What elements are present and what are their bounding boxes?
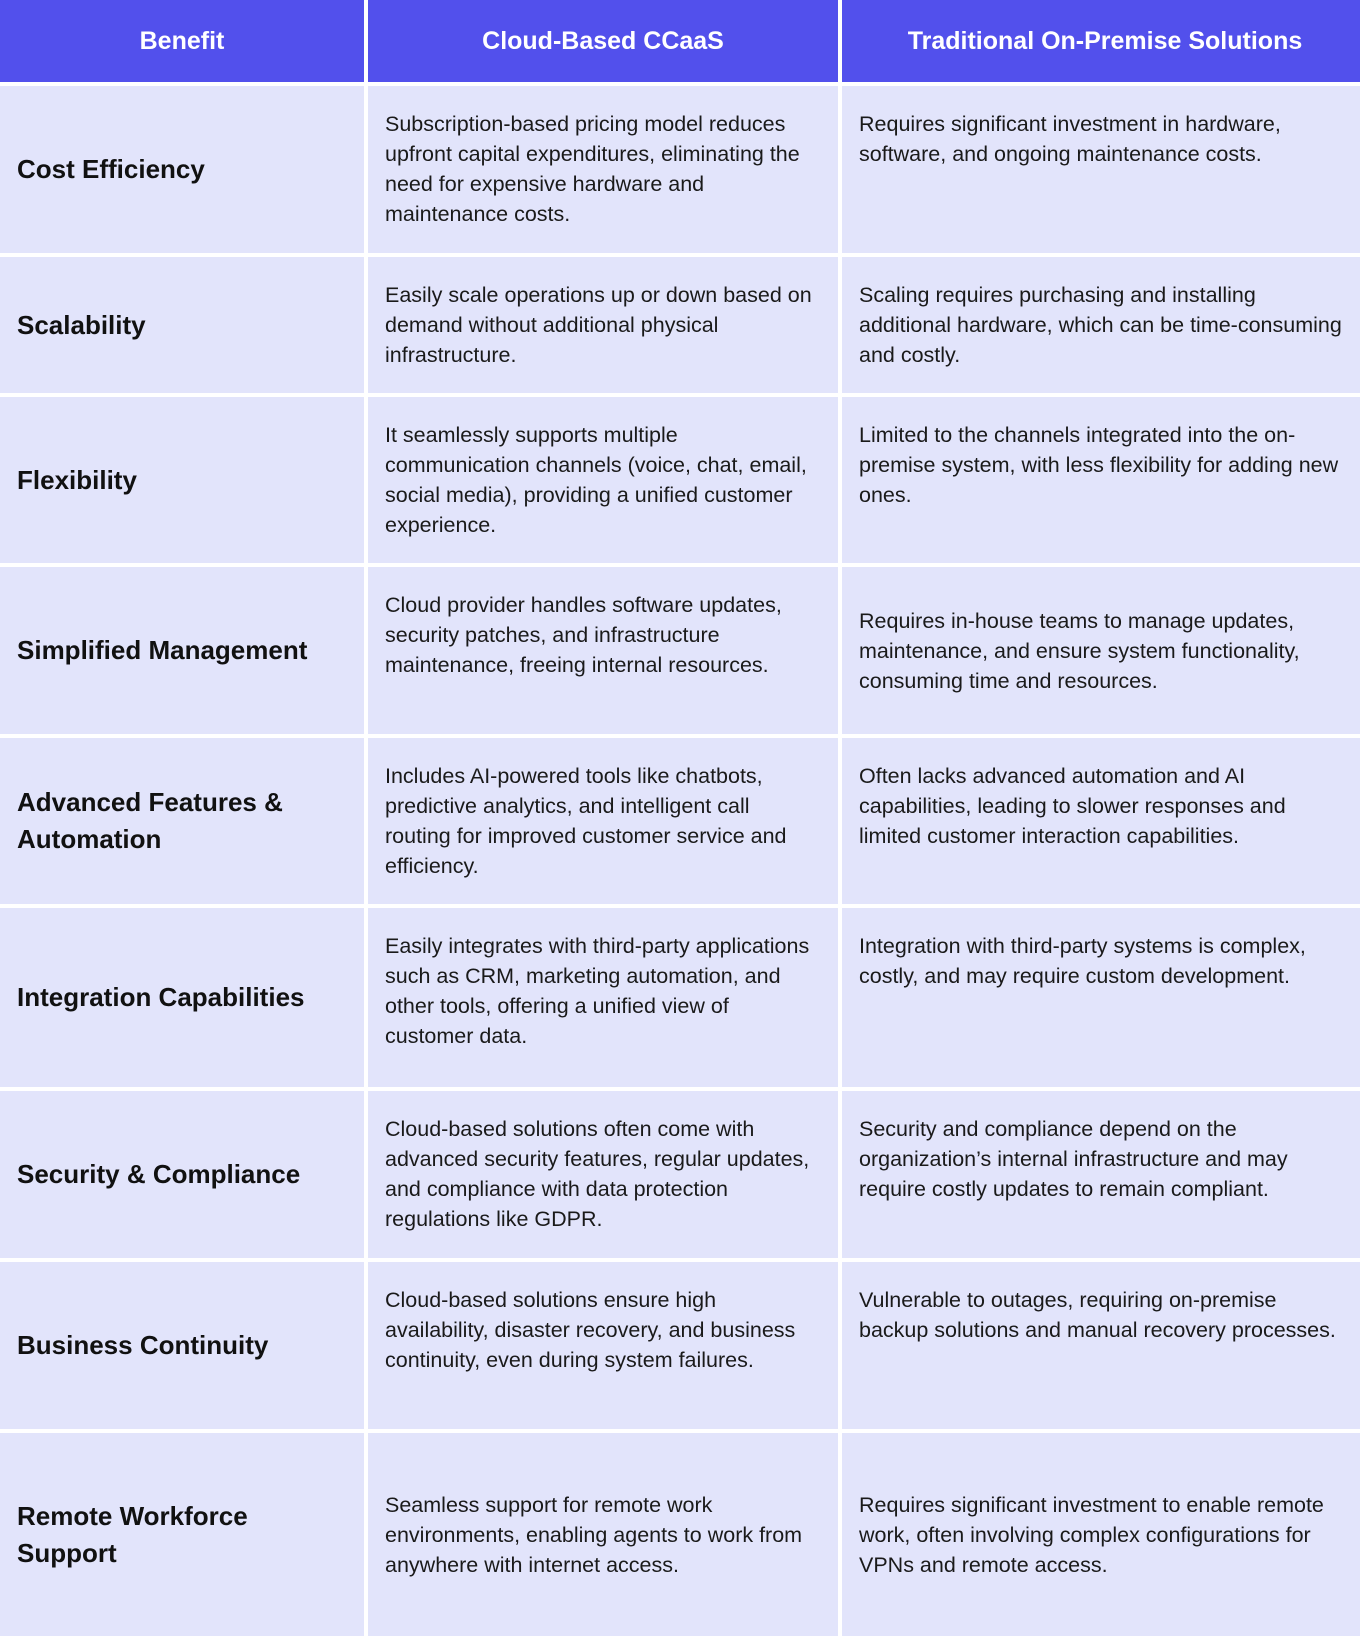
cloud-cell: Includes AI-powered tools like chatbots, predictive analytics, and intelligent call routing for improved customer service and efficiency. [368,738,838,904]
benefit-cell: Business Continuity [0,1262,364,1429]
traditional-cell: Requires in-house teams to manage updates, maintenance, and ensure system functionality, consuming time and resources. [842,567,1360,734]
benefit-cell: Advanced Features & Automation [0,738,364,904]
cloud-cell: Easily scale operations up or down based on demand without additional physical infrastructure. [368,257,838,393]
traditional-cell: Security and compliance depend on the organization’s internal infrastructure and may require costly updates to remain compliant. [842,1091,1360,1258]
cloud-cell: Cloud-based solutions ensure high availability, disaster recovery, and business continuity, even during system failures. [368,1262,838,1429]
benefit-cell: Simplified Management [0,567,364,734]
benefit-cell: Cost Efficiency [0,86,364,253]
cloud-cell: Seamless support for remote work environments, enabling agents to work from anywhere with internet access. [368,1433,838,1636]
cloud-cell: Cloud-based solutions often come with advanced security features, regular updates, and compliance with data protection regulations like GDPR. [368,1091,838,1258]
benefit-cell: Integration Capabilities [0,908,364,1087]
benefit-cell: Flexibility [0,397,364,563]
traditional-cell: Often lacks advanced automation and AI capabilities, leading to slower responses and limited customer interaction capabilities. [842,738,1360,904]
cloud-cell: Subscription-based pricing model reduces upfront capital expenditures, eliminating the need for expensive hardware and maintenance costs. [368,86,838,253]
header-benefit: Benefit [0,0,364,82]
header-cloud-ccaas: Cloud-Based CCaaS [368,0,838,82]
benefit-cell: Remote Workforce Support [0,1433,364,1636]
traditional-cell: Requires significant investment in hardware, software, and ongoing maintenance costs. [842,86,1360,253]
cloud-cell: It seamlessly supports multiple communication channels (voice, chat, email, social media), providing a unified customer experience. [368,397,838,563]
header-traditional: Traditional On-Premise Solutions [842,0,1360,82]
traditional-cell: Integration with third-party systems is complex, costly, and may require custom development. [842,908,1360,1087]
traditional-cell: Vulnerable to outages, requiring on-premise backup solutions and manual recovery processes. [842,1262,1360,1429]
cloud-cell: Easily integrates with third-party applications such as CRM, marketing automation, and other tools, offering a unified view of customer data. [368,908,838,1087]
traditional-cell: Requires significant investment to enable remote work, often involving complex configurations for VPNs and remote access. [842,1433,1360,1636]
cloud-cell: Cloud provider handles software updates, security patches, and infrastructure maintenance, freeing internal resources. [368,567,838,734]
traditional-cell: Limited to the channels integrated into the on-premise system, with less flexibility for adding new ones. [842,397,1360,563]
benefit-cell: Security & Compliance [0,1091,364,1258]
benefit-cell: Scalability [0,257,364,393]
traditional-cell: Scaling requires purchasing and installing additional hardware, which can be time-consuming and costly. [842,257,1360,393]
